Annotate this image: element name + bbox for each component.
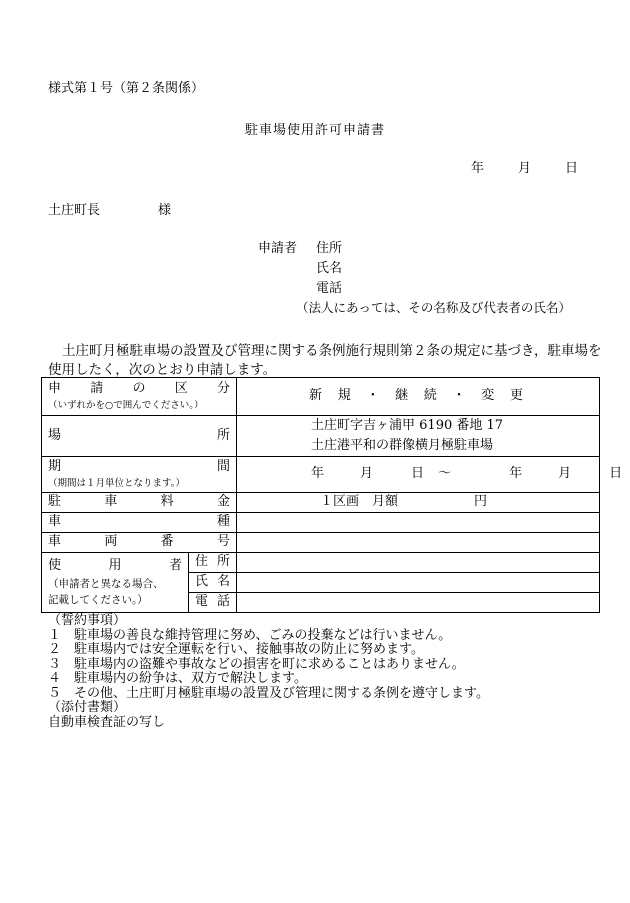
user-label-cell [42, 553, 189, 613]
category-label-cell [42, 378, 237, 416]
category-row [42, 378, 600, 416]
period-note: （期間は１月単位となります。） [48, 477, 185, 489]
user-note-2: 記載してください。） [48, 594, 148, 607]
category-label: 申 請 の 区 分 [48, 381, 231, 397]
form-number: 様式第１号（第２条関係） [48, 81, 205, 96]
user-name-label: 氏 名 [195, 574, 231, 590]
vehicle-number-field[interactable] [237, 533, 600, 553]
fee-value[interactable]: １区画 月額 円 [237, 493, 600, 513]
vehicle-type-label: 車 種 [48, 514, 231, 530]
period-label: 期 間 [48, 459, 231, 475]
location-row [42, 416, 600, 457]
attachment-item: 自動車検査証の写し [48, 714, 166, 730]
page-title: 駐車場使用許可申請書 [244, 123, 385, 138]
addressee-honorific: 様 [158, 203, 172, 218]
pledge-item: ２ 駐車場内では安全運転を行い、接触事故の防止に努めます。 [48, 642, 424, 657]
date-day: 日 [564, 161, 578, 176]
category-options[interactable]: 新 規 ・ 継 続 ・ 変 更 [237, 378, 600, 416]
user-name-field[interactable] [237, 573, 600, 593]
applicant-phone-label: 電話 [316, 281, 343, 296]
pledge-heading: （誓約事項） [48, 613, 127, 628]
category-note: （いずれかを○で囲んでください。） [48, 399, 204, 411]
applicant-label: 申請者 [258, 241, 298, 256]
vehicle-number-row [42, 533, 600, 553]
addressee-name: 土庄町長 [48, 203, 101, 218]
pledge-item: １ 駐車場の善良な維持管理に努め、ごみの投棄などは行いません。 [48, 627, 452, 643]
vehicle-number-label: 車 両 番 号 [48, 534, 230, 550]
location-value: 土庄町字吉ヶ浦甲 6190 番地 17 土庄港平和の群像横月極駐車場 [237, 416, 600, 457]
attachment-heading: （添付書類） [48, 700, 127, 715]
user-label: 使 用 者 [48, 557, 182, 573]
applicant-address-label: 住所 [316, 241, 343, 256]
vehicle-type-row [42, 513, 600, 533]
user-note-1: （申請者と異なる場合、 [48, 578, 164, 590]
corporation-note: （法人にあっては、その名称及び代表者の氏名） [296, 300, 571, 315]
addressee [48, 204, 171, 217]
date-month: 月 [517, 161, 531, 176]
location-label: 場 所 [48, 427, 231, 443]
user-address-field[interactable] [237, 553, 600, 573]
date-year: 年 [470, 161, 484, 176]
application-table [41, 377, 623, 613]
period-value[interactable]: 年 月 日 ～ 年 月 日 [237, 457, 600, 493]
user-address-row [42, 553, 600, 573]
pledge-item: ３ 駐車場内の盗難や事故などの損害を町に求めることはありません。 [48, 656, 465, 672]
period-row [42, 457, 600, 493]
intro-paragraph: 土庄町月極駐車場の設置及び管理に関する条例施行規則第２条の規定に基づき，駐車場を使用したく，次のとおり申請します。 [48, 343, 602, 378]
user-phone-label: 電 話 [195, 594, 231, 610]
user-address-label: 住 所 [195, 554, 231, 570]
vehicle-type-field[interactable] [237, 513, 600, 533]
user-phone-field[interactable] [237, 593, 600, 613]
fee-label: 駐 車 料 金 [48, 494, 230, 510]
pledge-section [48, 614, 489, 730]
pledge-item: ４ 駐車場内の紛争は、双方で解決します。 [48, 671, 307, 686]
applicant-name-label: 氏名 [316, 261, 343, 276]
pledge-item: ５ その他、土庄町月極駐車場の設置及び管理に関する条例を遵守します。 [48, 685, 489, 701]
fee-row [42, 493, 600, 513]
date-line [471, 162, 578, 175]
